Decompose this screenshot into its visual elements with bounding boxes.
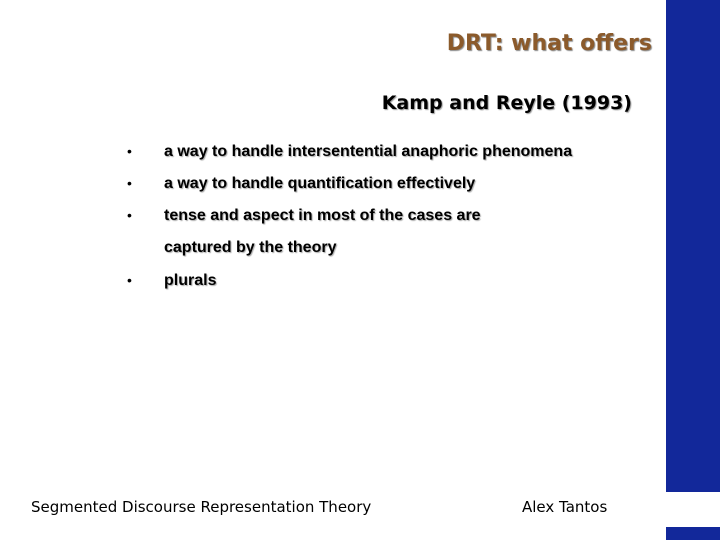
bullet-text: a way to handle intersentential anaphoric phenomena bbox=[164, 143, 573, 160]
bullet-text: plurals bbox=[164, 272, 217, 289]
sidebar-stripe bbox=[666, 527, 720, 540]
slide-title: DRT: what offers bbox=[446, 31, 652, 56]
bullet-continuation-text: captured by the theory bbox=[164, 239, 337, 256]
bullet-text: a way to handle quantification effectively bbox=[164, 175, 476, 192]
bullet-marker: • bbox=[127, 272, 132, 288]
bullet-text: tense and aspect in most of the cases are bbox=[164, 207, 481, 224]
bullet-marker: • bbox=[127, 175, 132, 191]
sidebar-bar bbox=[666, 0, 720, 492]
bullet-marker: • bbox=[127, 207, 132, 223]
footer-author: Alex Tantos bbox=[522, 498, 608, 516]
footer-presentation-title: Segmented Discourse Representation Theory bbox=[31, 498, 372, 516]
slide-subtitle: Kamp and Reyle (1993) bbox=[381, 92, 632, 114]
bullet-marker: • bbox=[127, 143, 132, 159]
